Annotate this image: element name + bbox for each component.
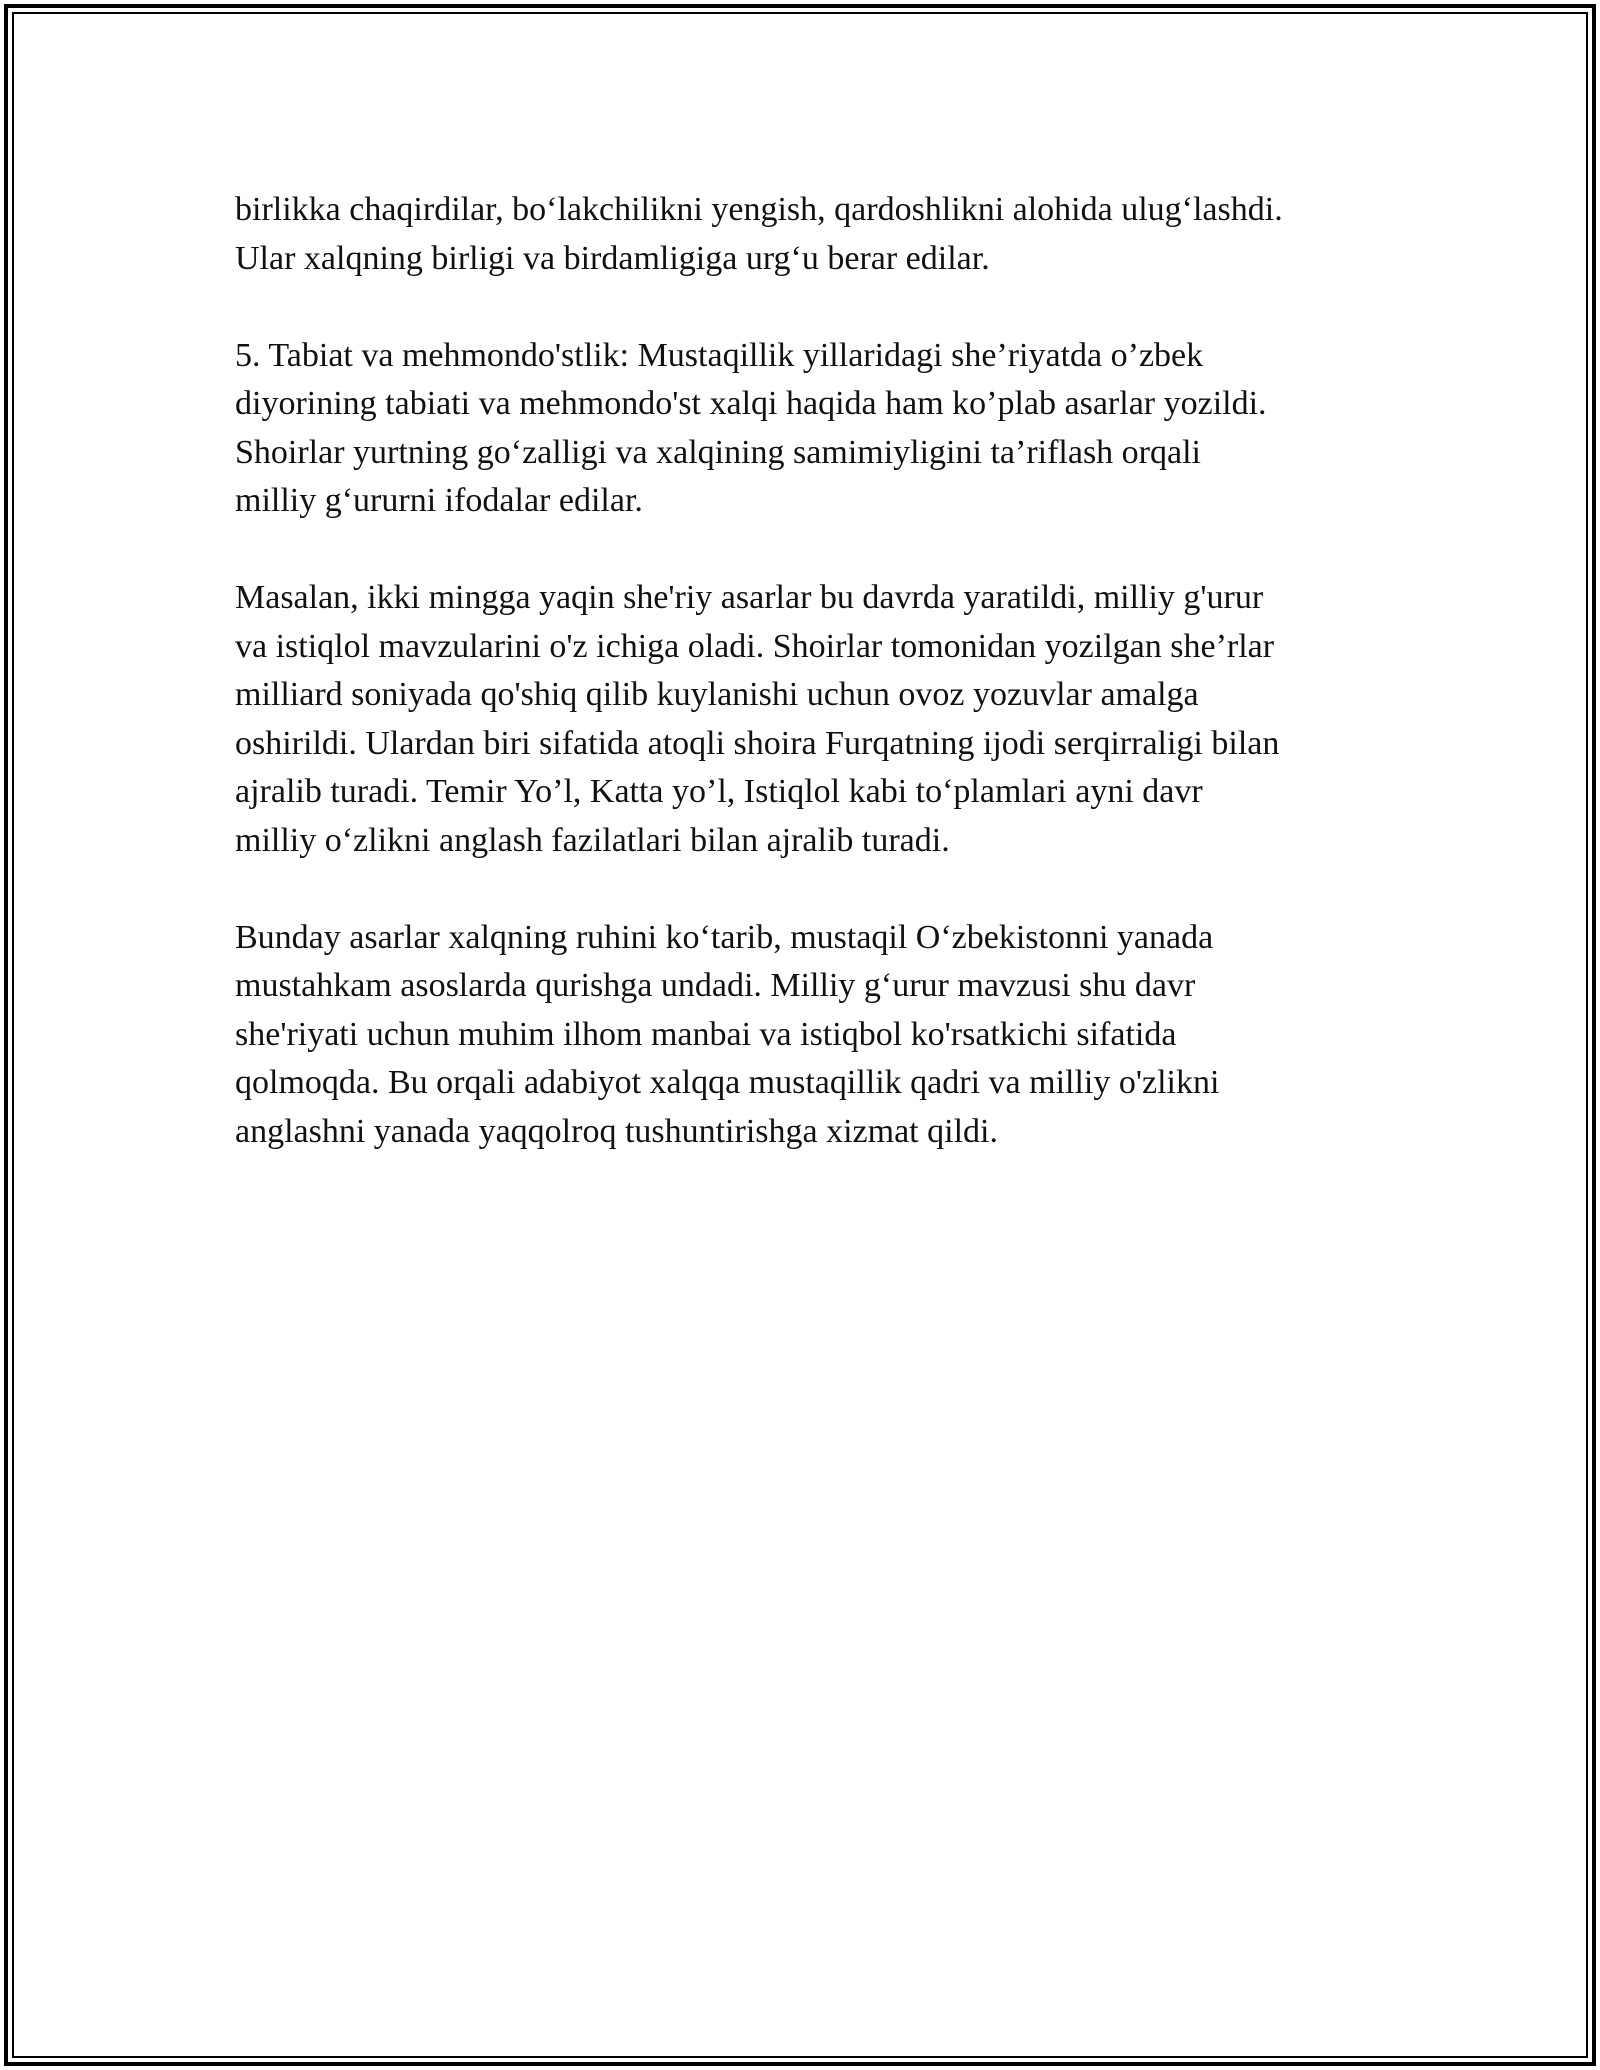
paragraph-2 — [235, 332, 1385, 526]
text-line: Masalan, ikki mingga yaqin she'riy asarlar bu davrda yaratildi, milliy g'urur — [235, 579, 1264, 616]
text-line: ajralib turadi. Temir Yo’l, Katta yo’l, Istiqlol kabi to‘plamlari ayni davr — [235, 773, 1203, 810]
text-line: mustahkam asoslarda qurishga undadi. Milliy g‘urur mavzusi shu davr — [235, 967, 1196, 1004]
text-line: she'riyati uchun muhim ilhom manbai va istiqbol ko'rsatkichi sifatida — [235, 1015, 1177, 1053]
paragraph-1 — [235, 186, 1385, 283]
text-line: va istiqlol mavzularini o'z ichiga oladi. Shoirlar tomonidan yozilgan she’rlar — [235, 627, 1275, 665]
document-body — [235, 186, 1385, 1205]
text-line: 5. Tabiat va mehmondo'stlik: Mustaqillik yillaridagi she’riyatda o’zbek — [235, 336, 1204, 374]
text-line: diyorining tabiati va mehmondo'st xalqi haqida ham ko’plab asarlar yozildi. — [235, 385, 1267, 422]
text-line: milliy g‘ururni ifodalar edilar. — [235, 482, 643, 519]
text-line: Bunday asarlar xalqning ruhini ko‘tarib, mustaqil O‘zbekistonni yanada — [235, 918, 1214, 956]
text-line: anglashni yanada yaqqolroq tushuntirishga xizmat qildi. — [235, 1112, 998, 1150]
text-line: birlikka chaqirdilar, bo‘lakchilikni yengish, qardoshlikni alohida ulug‘lashdi. — [235, 191, 1283, 228]
text-line: oshirildi. Ulardan biri sifatida atoqli shoira Furqatning ijodi serqirraligi bilan — [235, 724, 1280, 762]
text-line: qolmoqda. Bu orqali adabiyot xalqqa mustaqillik qadri va milliy o'zlikni — [235, 1064, 1220, 1101]
paragraph-4 — [235, 914, 1385, 1157]
text-line: Shoirlar yurtning go‘zalligi va xalqining samimiyligini ta’riflash orqali — [235, 433, 1201, 471]
text-line: milliard soniyada qo'shiq qilib kuylanishi uchun ovoz yozuvlar amalga — [235, 676, 1199, 713]
text-line: Ular xalqning birligi va birdamligiga urg‘u berar edilar. — [235, 239, 990, 277]
paragraph-3 — [235, 574, 1385, 865]
text-line: milliy o‘zlikni anglash fazilatlari bilan ajralib turadi. — [235, 821, 950, 859]
